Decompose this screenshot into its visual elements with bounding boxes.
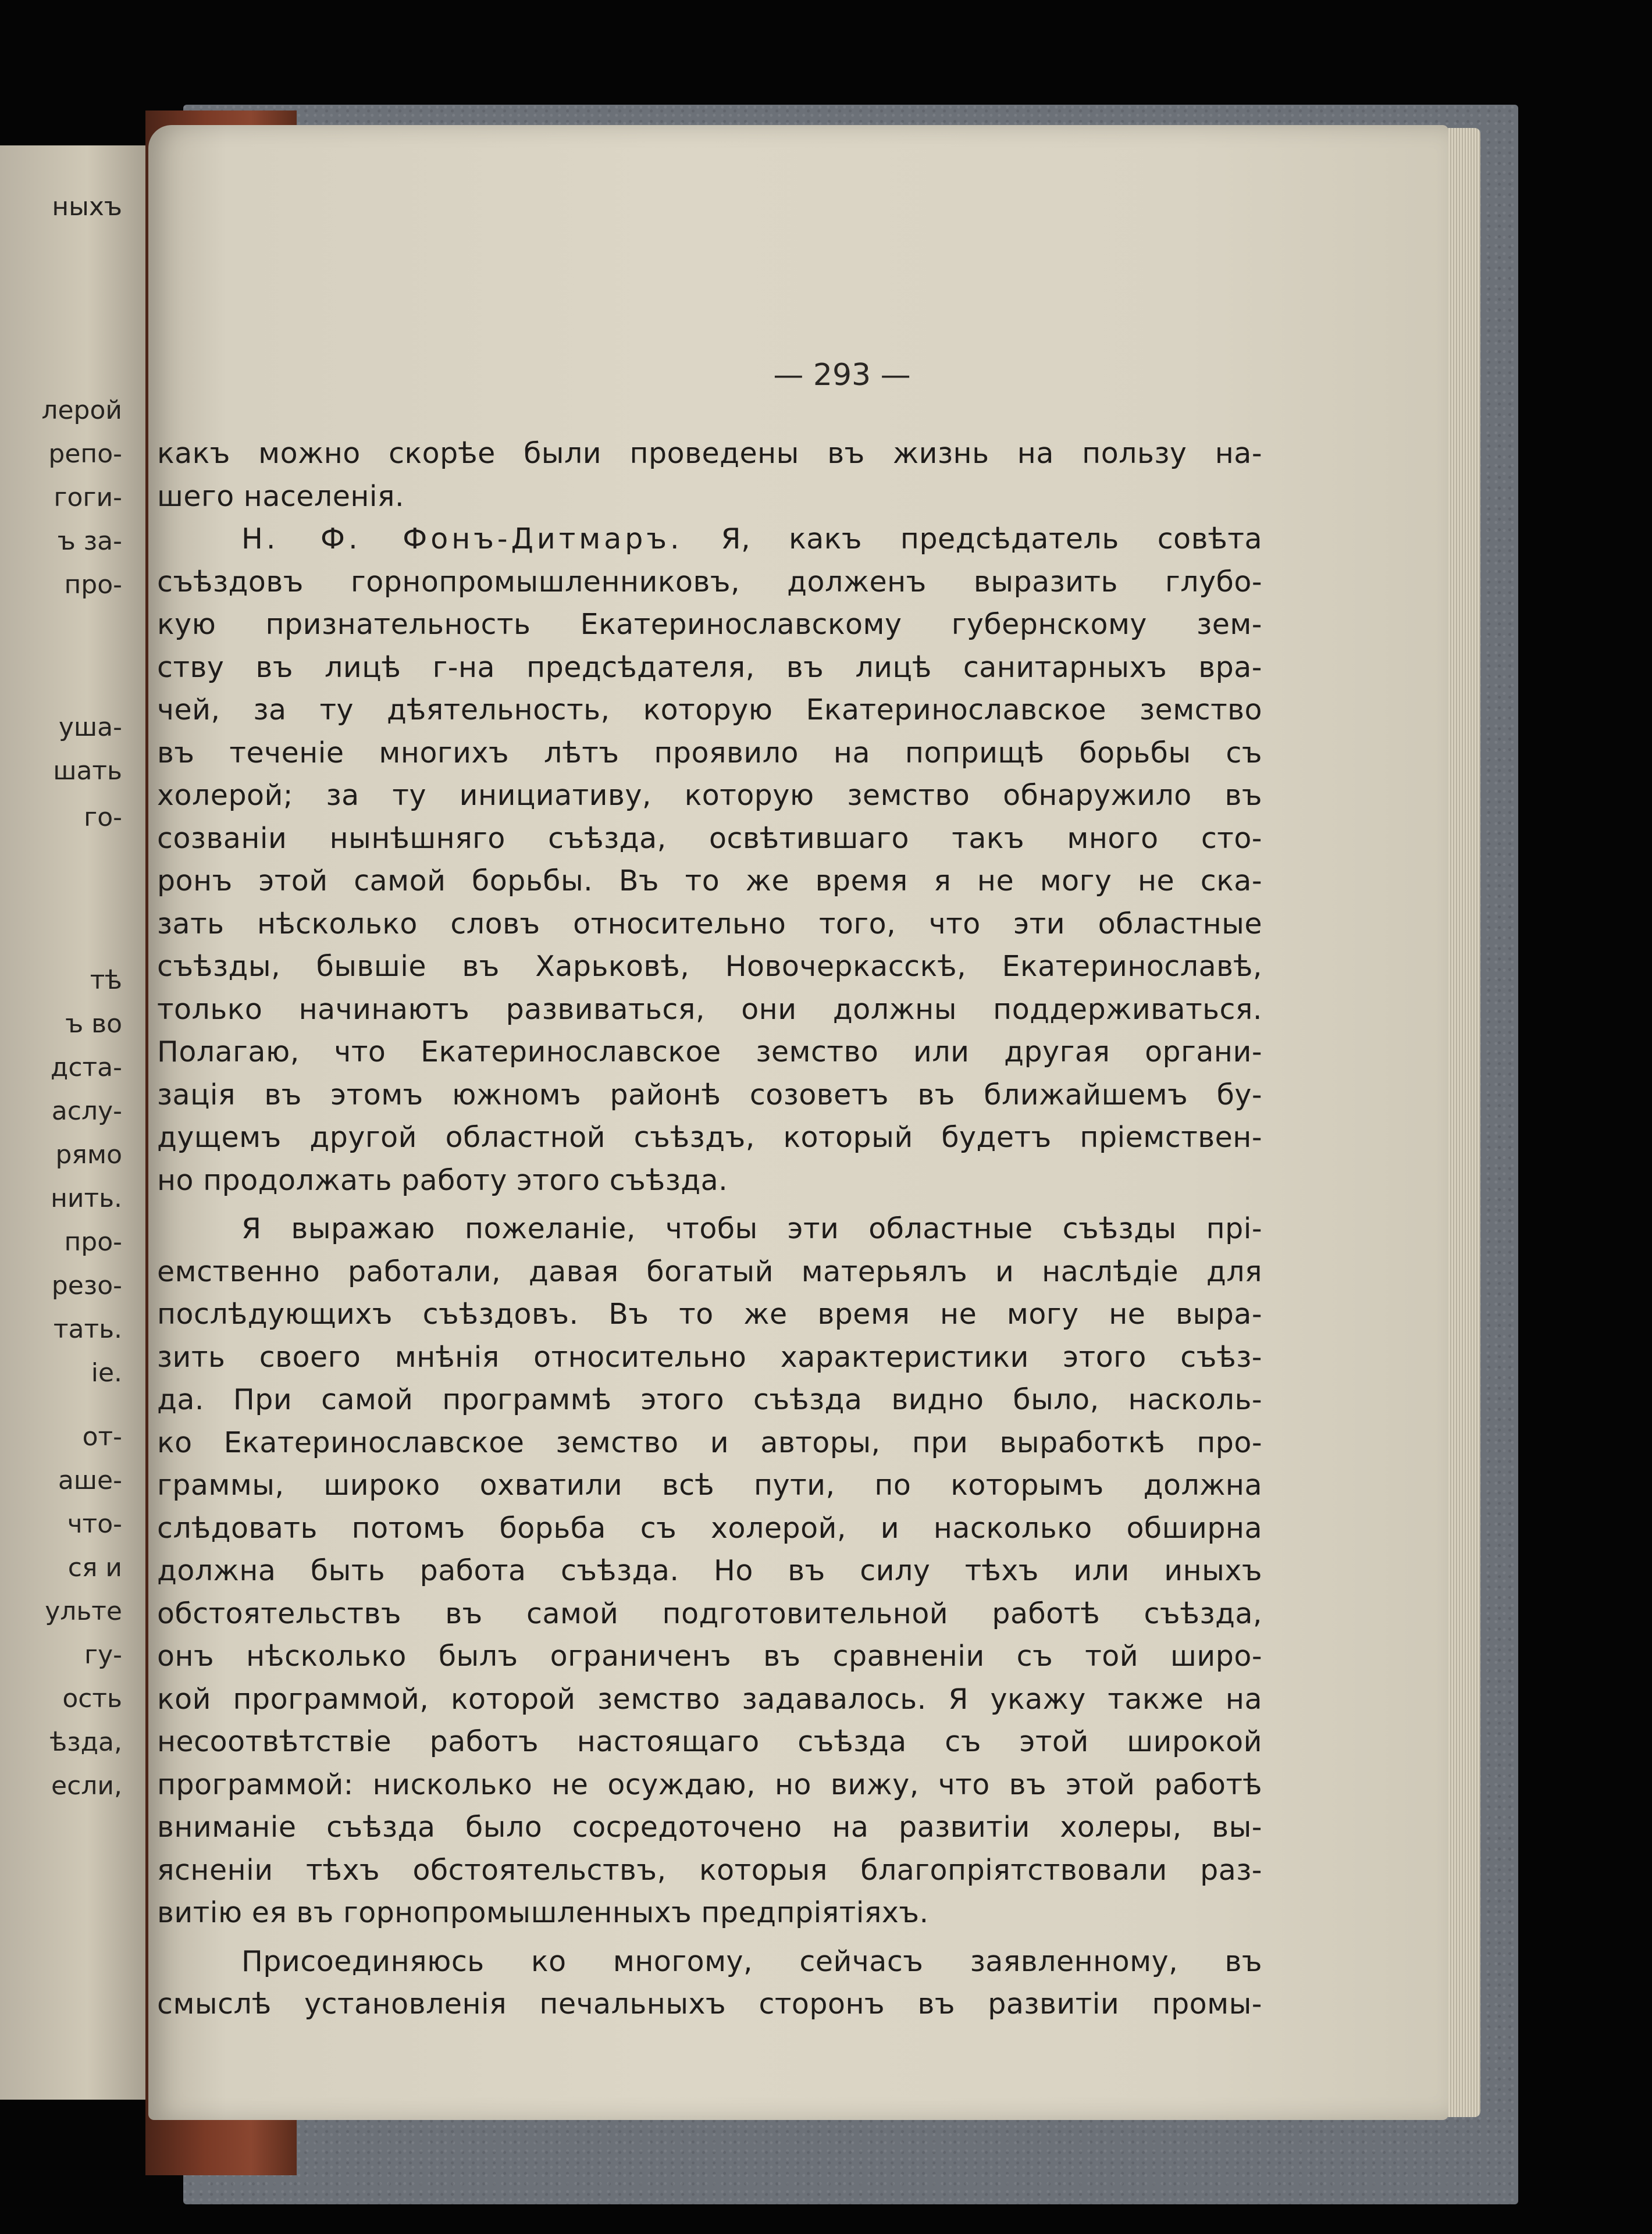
text-line: слѣдовать потомъ борьба съ холерой, и насколько обширна: [157, 1511, 1262, 1545]
text-line: несоотвѣтствіе работъ настоящаго съѣзда съ этой широкой: [157, 1725, 1262, 1758]
left-page-fragment: нить.: [51, 1184, 122, 1213]
left-page-fragment: гу-: [84, 1640, 122, 1670]
left-page-fragment: аслу-: [51, 1096, 122, 1126]
text-line: ко Екатеринославское земство и авторы, при выработкѣ про-: [157, 1426, 1262, 1459]
text-line: созваніи нынѣшняго съѣзда, освѣтившаго такъ много сто-: [157, 821, 1262, 855]
left-page-fragment: аше-: [58, 1466, 122, 1495]
text-line: зить своего мнѣнія относительно характеристики этого съѣз-: [157, 1340, 1262, 1374]
text-line: вниманіе съѣзда было сосредоточено на развитіи холеры, вы-: [157, 1811, 1262, 1844]
text-line: съѣзды, бывшіе въ Харьковѣ, Новочеркасскѣ, Екатеринославѣ,: [157, 950, 1262, 983]
left-page-fragment: ость: [62, 1684, 122, 1713]
body-text: [157, 432, 1262, 2026]
text-line: холерой; за ту инициативу, которую земство обнаружило въ: [157, 779, 1262, 812]
right-page: [148, 125, 1448, 2120]
text-line: Полагаю, что Екатеринославское земство или другая органи-: [157, 1035, 1262, 1068]
left-page-fragment: ъ за-: [57, 526, 122, 556]
text-line: [157, 518, 1262, 561]
left-facing-page: [0, 145, 145, 2100]
text-line: должна быть работа съѣзда. Но въ силу тѣхъ или иныхъ: [157, 1554, 1262, 1587]
left-page-fragment: ся и: [67, 1553, 122, 1583]
text-line: смыслѣ установленія печальныхъ сторонъ въ развитіи промы-: [157, 1987, 1262, 2021]
left-page-fragment: от-: [82, 1422, 122, 1452]
paragraph-gap: [157, 1202, 1262, 1207]
text-line: обстоятельствъ въ самой подготовительной работѣ съѣзда,: [157, 1597, 1262, 1630]
text-line: шего населенія.: [157, 479, 405, 513]
left-page-fragment: про-: [64, 570, 122, 600]
text-line: послѣдующихъ съѣздовъ. Въ то же время не могу не выра-: [157, 1298, 1262, 1331]
left-page-fragment: что-: [67, 1509, 122, 1539]
text-line: но продолжать работу этого съѣзда.: [157, 1163, 728, 1197]
left-page-fragment: гоги-: [54, 483, 122, 512]
text-line: Я выражаю пожеланіе, чтобы эти областные съѣзды прі-: [241, 1212, 1262, 1245]
left-page-fragment: уша-: [58, 712, 122, 742]
left-page-fragment: резо-: [51, 1271, 122, 1301]
text-line: кой программой, которой земство задавалось. Я укажу также на: [157, 1682, 1262, 1716]
left-page-fragment: репо-: [48, 439, 122, 469]
text-line: Присоединяюсь ко многому, сейчасъ заявленному, въ: [241, 1944, 1262, 1978]
text-line: зація въ этомъ южномъ районѣ созоветъ въ ближайшемъ бу-: [157, 1078, 1262, 1111]
left-page-fragment: тѣ: [90, 965, 122, 995]
text-line: чей, за ту дѣятельность, которую Екатеринославское земство: [157, 693, 1262, 726]
text-line: программой: нисколько не осуждаю, но вижу, что въ этой работѣ: [157, 1768, 1262, 1801]
left-page-fragment: тать.: [53, 1314, 122, 1344]
left-page-fragment: ныхъ: [52, 192, 122, 222]
paragraph-gap: [157, 1934, 1262, 1940]
left-page-fragment: го-: [84, 803, 122, 832]
text-line: емственно работали, давая богатый матерьялъ и наслѣдіе для: [157, 1255, 1262, 1288]
left-page-fragment: дста-: [50, 1053, 122, 1082]
left-page-fragment: ъ во: [65, 1009, 122, 1039]
text-line: какъ можно скорѣе были проведены въ жизнь на пользу на-: [157, 437, 1262, 470]
text-line: въ теченіе многихъ лѣтъ проявило на поприщѣ борьбы съ: [157, 736, 1262, 769]
text-line: кую признательность Екатеринославскому губернскому зем-: [157, 608, 1262, 641]
text-line: дущемъ другой областной съѣздъ, который будетъ пріемствен-: [157, 1121, 1262, 1154]
left-page-fragment: рямо: [55, 1140, 122, 1170]
text-line: граммы, широко охватили всѣ пути, по которымъ должна: [157, 1469, 1262, 1502]
text-line: ству въ лицѣ г-на предсѣдателя, въ лицѣ санитарныхъ вра-: [157, 650, 1262, 684]
text-line: зать нѣсколько словъ относительно того, что эти областные: [157, 907, 1262, 940]
text-line: да. При самой программѣ этого съѣзда видно было, насколь-: [157, 1383, 1262, 1416]
left-page-fragment: іе.: [91, 1358, 122, 1388]
left-page-fragment: если,: [51, 1771, 122, 1801]
left-page-fragment: шать: [53, 756, 122, 786]
left-page-fragment: лерой: [41, 396, 122, 425]
left-page-fragment: ѣзда,: [49, 1727, 122, 1757]
speaker-name: Н. Ф. Фонъ-Дитмаръ.: [241, 522, 683, 555]
page-number: — 293 —: [773, 358, 911, 393]
speaker-line-text: Я, какъ предсѣдатель совѣта: [721, 522, 1262, 555]
left-page-fragment: ульте: [45, 1597, 122, 1626]
text-line: онъ нѣсколько былъ ограниченъ въ сравненіи съ той широ-: [157, 1640, 1262, 1673]
text-line: ясненіи тѣхъ обстоятельствъ, которыя благопріятствовали раз-: [157, 1853, 1262, 1887]
text-line: съѣздовъ горнопромышленниковъ, долженъ выразить глубо-: [157, 565, 1262, 598]
text-line: витію ея въ горнопромышленныхъ предпріятіяхъ.: [157, 1896, 929, 1929]
text-line: ронъ этой самой борьбы. Въ то же время я не могу не ска-: [157, 864, 1262, 897]
left-page-fragment: про-: [64, 1227, 122, 1257]
text-line: только начинаютъ развиваться, они должны поддерживаться.: [157, 992, 1262, 1026]
